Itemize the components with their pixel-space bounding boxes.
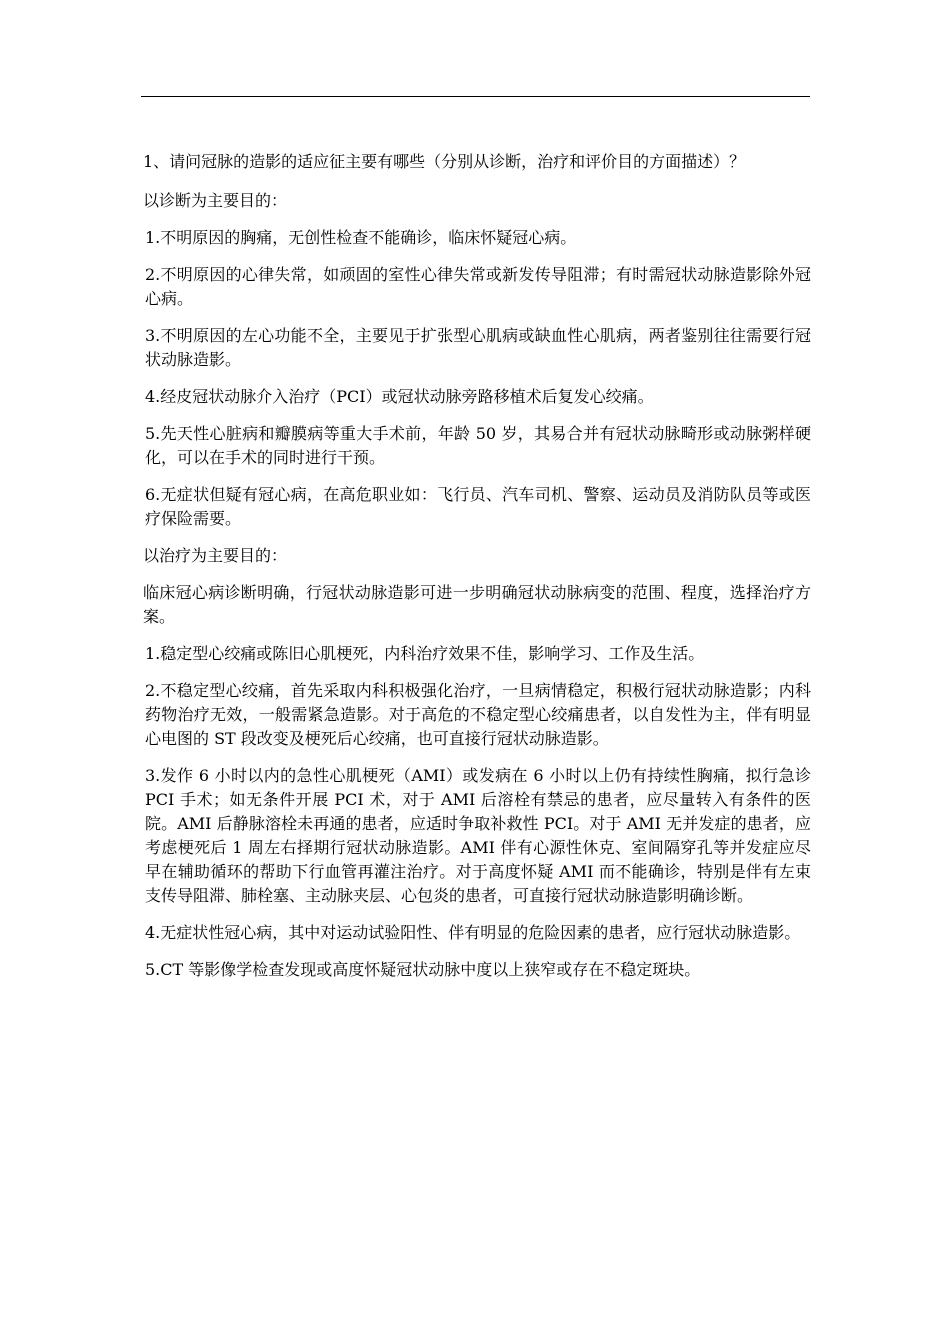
treatment-item: 5.CT 等影像学检查发现或高度怀疑冠状动脉中度以上狭窄或存在不稳定斑块。	[145, 960, 701, 979]
treatment-item: 4.无症状性冠心病，其中对运动试验阳性、伴有明显的危险因素的患者，应行冠状动脉造影。	[145, 923, 801, 942]
diagnosis-item: 3.不明原因的左心功能不全，主要见于扩张型心肌病或缺血性心肌病，两者鉴别往往需要行冠状动脉造影。	[145, 326, 811, 369]
diagnosis-item: 4.经皮冠状动脉介入治疗（PCI）或冠状动脉旁路移植术后复发心绞痛。	[145, 387, 654, 406]
diagnosis-heading: 以诊断为主要目的：	[143, 191, 288, 210]
diagnosis-item: 2.不明原因的心律失常，如顽固的室性心律失常或新发传导阻滞；有时需冠状动脉造影除外冠心病。	[145, 265, 811, 308]
question-text: 1、请问冠脉的造影的适应征主要有哪些（分别从诊断，治疗和评价目的方面描述）？	[143, 152, 746, 171]
header-rule	[141, 96, 810, 97]
treatment-item: 2.不稳定型心绞痛，首先采取内科积极强化治疗，一旦病情稳定，积极行冠状动脉造影；内科药物治疗无效，一般需紧急造影。对于高危的不稳定型心绞痛患者，以自发性为主，伴有明显心电图的 ST 段改变及梗死后心绞痛，也可直接行冠状动脉造影。	[145, 681, 811, 748]
document-body	[143, 150, 811, 995]
diagnosis-item: 1.不明原因的胸痛，无创性检查不能确诊，临床怀疑冠心病。	[145, 228, 577, 247]
diagnosis-item: 5.先天性心脏病和瓣膜病等重大手术前，年龄 50 岁，其易合并有冠状动脉畸形或动脉粥样硬化，可以在手术的同时进行干预。	[145, 424, 811, 467]
diagnosis-item: 6.无症状但疑有冠心病，在高危职业如：飞行员、汽车司机、警察、运动员及消防队员等或医疗保险需要。	[145, 485, 811, 528]
treatment-item: 1.稳定型心绞痛或陈旧心肌梗死，内科治疗效果不佳，影响学习、工作及生活。	[145, 644, 705, 663]
treatment-intro: 临床冠心病诊断明确，行冠状动脉造影可进一步明确冠状动脉病变的范围、程度，选择治疗方案。	[143, 583, 811, 626]
treatment-heading: 以治疗为主要目的：	[143, 546, 288, 565]
treatment-item: 3.发作 6 小时以内的急性心肌梗死（AMI）或发病在 6 小时以上仍有持续性胸痛，拟行急诊 PCI 手术；如无条件开展 PCI 术，对于 AMI 后溶栓有禁忌的患者，应尽量转入有条件的医院。AMI 后静脉溶栓未再通的患者，应适时争取补救性 PCI。对于 AMI 无并发症的患者，应考虑梗死后 1 周左右择期行冠状动脉造影。AMI 伴有心源性休克、室间隔穿孔等并发症应尽早在辅助循环的帮助下行血管再灌注治疗。对于高度怀疑 AMI 而不能确诊，特别是伴有左束支传导阻滞、肺栓塞、主动脉夹层、心包炎的患者，可直接行冠状动脉造影明确诊断。	[145, 766, 811, 905]
